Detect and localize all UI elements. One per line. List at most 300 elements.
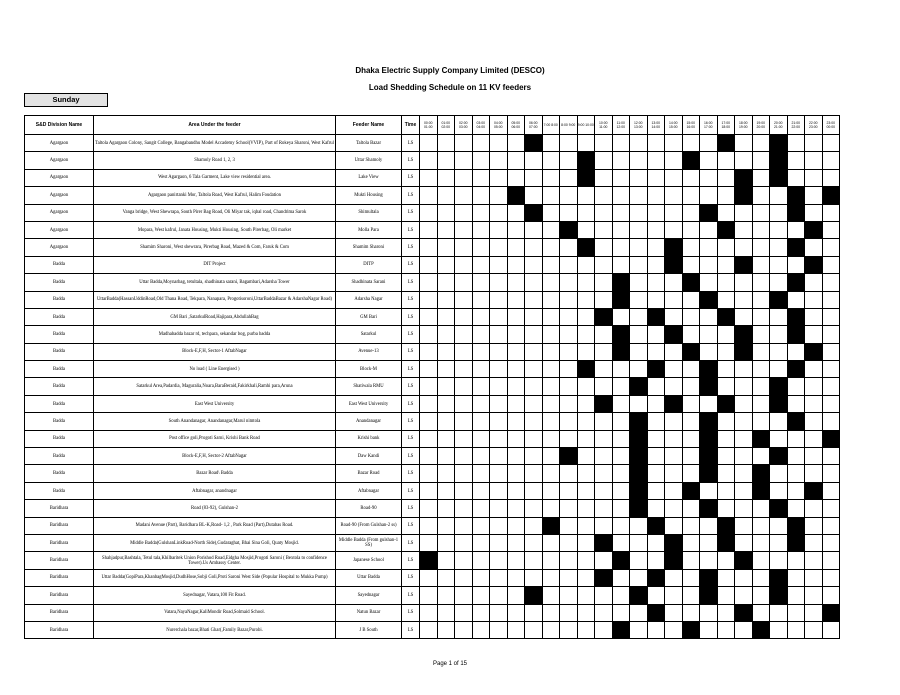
shedding-slot-empty bbox=[595, 256, 613, 273]
shedding-slot-filled bbox=[542, 517, 560, 534]
shedding-slot-empty bbox=[822, 308, 840, 325]
shedding-slot-empty bbox=[787, 587, 805, 604]
area-cell: Sayednagar, Vatara,100 Fit Road. bbox=[94, 587, 336, 604]
shedding-slot-empty bbox=[420, 448, 438, 465]
shedding-slot-empty bbox=[647, 221, 665, 238]
shedding-slot-empty bbox=[717, 448, 735, 465]
shedding-slot-empty bbox=[752, 413, 770, 430]
shedding-slot-empty bbox=[822, 378, 840, 395]
shedding-slot-empty bbox=[770, 413, 788, 430]
shedding-slot-empty bbox=[595, 135, 613, 152]
shedding-slot-empty bbox=[787, 569, 805, 586]
shedding-slot-empty bbox=[822, 256, 840, 273]
time-cell: LS bbox=[402, 587, 420, 604]
shedding-slot-empty bbox=[665, 517, 683, 534]
shedding-slot-filled bbox=[700, 378, 718, 395]
shedding-slot-empty bbox=[577, 326, 595, 343]
shedding-slot-empty bbox=[805, 239, 823, 256]
shedding-slot-empty bbox=[420, 221, 438, 238]
time-cell: LS bbox=[402, 135, 420, 152]
shedding-slot-empty bbox=[682, 517, 700, 534]
shedding-slot-empty bbox=[455, 413, 473, 430]
shedding-slot-empty bbox=[822, 169, 840, 186]
shedding-slot-empty bbox=[577, 187, 595, 204]
shedding-slot-empty bbox=[595, 482, 613, 499]
shedding-slot-empty bbox=[420, 378, 438, 395]
shedding-slot-empty bbox=[542, 604, 560, 621]
shedding-slot-empty bbox=[525, 256, 543, 273]
shedding-slot-empty bbox=[700, 517, 718, 534]
shedding-slot-empty bbox=[752, 239, 770, 256]
shedding-slot-empty bbox=[612, 569, 630, 586]
division-cell: Badda bbox=[25, 395, 94, 412]
area-cell: No load ( Line Energised ) bbox=[94, 361, 336, 378]
shedding-slot-empty bbox=[665, 430, 683, 447]
shedding-slot-empty bbox=[595, 500, 613, 517]
shedding-slot-empty bbox=[490, 604, 508, 621]
shedding-slot-empty bbox=[577, 552, 595, 569]
shedding-slot-empty bbox=[595, 621, 613, 638]
shedding-slot-empty bbox=[577, 430, 595, 447]
table-row bbox=[25, 326, 840, 343]
shedding-slot-filled bbox=[630, 587, 648, 604]
shedding-slot-empty bbox=[752, 274, 770, 291]
time-slot-header: 14:00 15:00 bbox=[665, 116, 683, 135]
shedding-slot-empty bbox=[647, 135, 665, 152]
shedding-slot-empty bbox=[665, 135, 683, 152]
shedding-slot-empty bbox=[700, 482, 718, 499]
shedding-slot-empty bbox=[787, 221, 805, 238]
area-cell: Madhabadda bazar rd, techpara, sekandar bog, purba badda bbox=[94, 326, 336, 343]
shedding-slot-empty bbox=[507, 221, 525, 238]
shedding-slot-empty bbox=[822, 482, 840, 499]
shedding-slot-empty bbox=[787, 395, 805, 412]
time-slot-header: 01:00 02:00 bbox=[437, 116, 455, 135]
shedding-slot-filled bbox=[647, 361, 665, 378]
time-slot-header: 12:00 13:00 bbox=[630, 116, 648, 135]
shedding-slot-empty bbox=[560, 256, 578, 273]
shedding-slot-empty bbox=[805, 291, 823, 308]
table-row bbox=[25, 500, 840, 517]
shedding-slot-empty bbox=[630, 517, 648, 534]
shedding-slot-empty bbox=[507, 326, 525, 343]
shedding-slot-empty bbox=[420, 135, 438, 152]
table-row bbox=[25, 534, 840, 551]
table-row bbox=[25, 621, 840, 638]
shedding-slot-empty bbox=[577, 308, 595, 325]
shedding-slot-empty bbox=[525, 482, 543, 499]
time-slot-header: 00:00 01:00 bbox=[420, 116, 438, 135]
time-cell: LS bbox=[402, 221, 420, 238]
shedding-slot-empty bbox=[665, 204, 683, 221]
shedding-slot-empty bbox=[560, 482, 578, 499]
shedding-slot-empty bbox=[647, 152, 665, 169]
shedding-slot-filled bbox=[682, 621, 700, 638]
time-cell: LS bbox=[402, 291, 420, 308]
shedding-slot-empty bbox=[455, 135, 473, 152]
shedding-slot-filled bbox=[647, 517, 665, 534]
shedding-slot-empty bbox=[472, 517, 490, 534]
shedding-slot-filled bbox=[735, 256, 753, 273]
shedding-slot-filled bbox=[647, 569, 665, 586]
time-slot-header: 13:00 14:00 bbox=[647, 116, 665, 135]
shedding-slot-empty bbox=[805, 604, 823, 621]
shedding-slot-filled bbox=[665, 534, 683, 551]
shedding-slot-empty bbox=[752, 552, 770, 569]
shedding-slot-empty bbox=[682, 291, 700, 308]
shedding-slot-empty bbox=[577, 291, 595, 308]
shedding-slot-empty bbox=[770, 465, 788, 482]
shedding-slot-empty bbox=[420, 482, 438, 499]
time-cell: LS bbox=[402, 621, 420, 638]
shedding-slot-empty bbox=[490, 569, 508, 586]
feeder-cell: Japanese School bbox=[336, 552, 402, 569]
division-cell: Baridhara bbox=[25, 552, 94, 569]
area-cell: Shahjadpur,Bashtala, Tetul tala,Khilbaritek Union Porishod Road,Eidgha Mosjid,Progoti Saroni ( Bextola to confidence Tower).Us Ambassy Center. bbox=[94, 552, 336, 569]
shedding-slot-empty bbox=[472, 204, 490, 221]
shedding-slot-empty bbox=[682, 187, 700, 204]
shedding-slot-empty bbox=[682, 395, 700, 412]
shedding-slot-empty bbox=[507, 169, 525, 186]
shedding-slot-filled bbox=[665, 256, 683, 273]
shedding-slot-empty bbox=[455, 308, 473, 325]
area-cell: Post office goli,Progoti Sarni, Krishi Bank Road bbox=[94, 430, 336, 447]
shedding-slot-empty bbox=[822, 413, 840, 430]
shedding-slot-empty bbox=[577, 378, 595, 395]
shedding-slot-empty bbox=[542, 291, 560, 308]
time-cell: LS bbox=[402, 534, 420, 551]
shedding-slot-filled bbox=[560, 448, 578, 465]
time-slot-header: 23:00 00:00 bbox=[822, 116, 840, 135]
shedding-slot-empty bbox=[420, 152, 438, 169]
shedding-slot-empty bbox=[612, 465, 630, 482]
shedding-slot-empty bbox=[437, 482, 455, 499]
shedding-slot-empty bbox=[717, 274, 735, 291]
shedding-slot-empty bbox=[560, 274, 578, 291]
shedding-slot-empty bbox=[455, 604, 473, 621]
shedding-slot-empty bbox=[700, 343, 718, 360]
time-cell: LS bbox=[402, 395, 420, 412]
division-cell: Agargaon bbox=[25, 239, 94, 256]
shedding-slot-empty bbox=[490, 534, 508, 551]
shedding-slot-empty bbox=[770, 221, 788, 238]
table-row bbox=[25, 430, 840, 447]
shedding-slot-empty bbox=[630, 308, 648, 325]
shedding-slot-empty bbox=[822, 500, 840, 517]
shedding-slot-empty bbox=[752, 256, 770, 273]
shedding-slot-empty bbox=[507, 361, 525, 378]
shedding-slot-empty bbox=[735, 378, 753, 395]
shedding-slot-empty bbox=[525, 378, 543, 395]
area-cell: Nurerchala bazar,Bhati Ghar(,Family Bazar,Purobi. bbox=[94, 621, 336, 638]
shedding-slot-empty bbox=[665, 378, 683, 395]
shedding-slot-empty bbox=[630, 621, 648, 638]
shedding-slot-empty bbox=[525, 343, 543, 360]
shedding-slot-empty bbox=[437, 274, 455, 291]
shedding-slot-empty bbox=[507, 135, 525, 152]
shedding-slot-empty bbox=[577, 448, 595, 465]
shedding-slot-empty bbox=[525, 291, 543, 308]
shedding-slot-empty bbox=[437, 361, 455, 378]
time-cell: LS bbox=[402, 482, 420, 499]
shedding-slot-empty bbox=[682, 204, 700, 221]
shedding-slot-empty bbox=[595, 430, 613, 447]
shedding-slot-empty bbox=[472, 587, 490, 604]
shedding-slot-empty bbox=[507, 430, 525, 447]
shedding-slot-empty bbox=[525, 569, 543, 586]
shedding-slot-empty bbox=[490, 187, 508, 204]
shedding-slot-empty bbox=[647, 291, 665, 308]
shedding-slot-empty bbox=[647, 587, 665, 604]
shedding-slot-empty bbox=[647, 482, 665, 499]
shedding-slot-empty bbox=[525, 274, 543, 291]
shedding-slot-empty bbox=[770, 326, 788, 343]
shedding-slot-empty bbox=[822, 291, 840, 308]
shedding-slot-empty bbox=[420, 587, 438, 604]
shedding-slot-empty bbox=[612, 187, 630, 204]
shedding-slot-empty bbox=[542, 169, 560, 186]
shedding-slot-empty bbox=[455, 465, 473, 482]
shedding-slot-empty bbox=[525, 152, 543, 169]
shedding-slot-filled bbox=[717, 135, 735, 152]
header-row bbox=[25, 116, 840, 135]
table-row bbox=[25, 465, 840, 482]
shedding-slot-empty bbox=[822, 343, 840, 360]
shedding-slot-empty bbox=[437, 152, 455, 169]
shedding-slot-empty bbox=[647, 395, 665, 412]
shedding-slot-filled bbox=[700, 204, 718, 221]
shedding-slot-empty bbox=[525, 187, 543, 204]
shedding-slot-empty bbox=[647, 430, 665, 447]
shedding-slot-empty bbox=[752, 361, 770, 378]
area-cell: Middle Badda(GulshanLinkRoad-North Side),Gudaraghat, Bhai Sina Goli, Quaty Mosjid. bbox=[94, 534, 336, 551]
time-cell: LS bbox=[402, 604, 420, 621]
shedding-slot-empty bbox=[490, 361, 508, 378]
shedding-slot-empty bbox=[507, 204, 525, 221]
shedding-slot-empty bbox=[507, 552, 525, 569]
shedding-slot-empty bbox=[665, 187, 683, 204]
area-cell: Bazar Road\ Badda bbox=[94, 465, 336, 482]
shedding-slot-empty bbox=[630, 604, 648, 621]
shedding-slot-empty bbox=[682, 465, 700, 482]
shedding-slot-filled bbox=[770, 152, 788, 169]
shedding-slot-empty bbox=[630, 169, 648, 186]
shedding-slot-empty bbox=[805, 187, 823, 204]
shedding-slot-empty bbox=[700, 308, 718, 325]
shedding-slot-empty bbox=[752, 569, 770, 586]
shedding-slot-empty bbox=[735, 465, 753, 482]
shedding-slot-empty bbox=[612, 239, 630, 256]
shedding-slot-empty bbox=[770, 430, 788, 447]
shedding-slot-empty bbox=[735, 430, 753, 447]
shedding-slot-empty bbox=[560, 604, 578, 621]
shedding-slot-empty bbox=[542, 587, 560, 604]
shedding-slot-empty bbox=[612, 135, 630, 152]
shedding-slot-empty bbox=[437, 326, 455, 343]
shedding-slot-empty bbox=[507, 291, 525, 308]
shedding-slot-empty bbox=[717, 361, 735, 378]
table-row bbox=[25, 587, 840, 604]
shedding-slot-empty bbox=[490, 274, 508, 291]
table-row bbox=[25, 274, 840, 291]
division-cell: Agargaon bbox=[25, 221, 94, 238]
area-cell: East West University bbox=[94, 395, 336, 412]
shedding-slot-empty bbox=[577, 569, 595, 586]
shedding-slot-empty bbox=[455, 482, 473, 499]
shedding-slot-empty bbox=[507, 308, 525, 325]
shedding-slot-empty bbox=[437, 395, 455, 412]
area-cell: Block-E,F,H, Sector-2 AftabNagar bbox=[94, 448, 336, 465]
shedding-slot-empty bbox=[525, 534, 543, 551]
shedding-slot-empty bbox=[577, 256, 595, 273]
shedding-slot-empty bbox=[752, 308, 770, 325]
shedding-slot-filled bbox=[700, 500, 718, 517]
shedding-slot-empty bbox=[612, 256, 630, 273]
division-cell: Baridhara bbox=[25, 534, 94, 551]
shedding-slot-empty bbox=[560, 135, 578, 152]
shedding-slot-empty bbox=[805, 152, 823, 169]
shedding-slot-empty bbox=[805, 552, 823, 569]
shedding-slot-empty bbox=[700, 135, 718, 152]
shedding-slot-empty bbox=[787, 604, 805, 621]
division-cell: Baridhara bbox=[25, 621, 94, 638]
shedding-slot-empty bbox=[490, 291, 508, 308]
shedding-slot-empty bbox=[560, 204, 578, 221]
shedding-slot-empty bbox=[612, 587, 630, 604]
shedding-slot-empty bbox=[787, 500, 805, 517]
shedding-slot-empty bbox=[595, 465, 613, 482]
table-row bbox=[25, 413, 840, 430]
shedding-slot-empty bbox=[542, 534, 560, 551]
table-row bbox=[25, 169, 840, 186]
shedding-slot-empty bbox=[630, 326, 648, 343]
shedding-slot-empty bbox=[647, 413, 665, 430]
shedding-slot-empty bbox=[472, 169, 490, 186]
shedding-slot-empty bbox=[682, 378, 700, 395]
shedding-slot-filled bbox=[717, 308, 735, 325]
shedding-slot-empty bbox=[717, 152, 735, 169]
shedding-slot-empty bbox=[735, 534, 753, 551]
shedding-slot-empty bbox=[490, 482, 508, 499]
shedding-slot-empty bbox=[595, 221, 613, 238]
shedding-slot-empty bbox=[735, 308, 753, 325]
shedding-slot-empty bbox=[507, 413, 525, 430]
shedding-slot-filled bbox=[630, 378, 648, 395]
shedding-slot-empty bbox=[490, 621, 508, 638]
shedding-slot-empty bbox=[560, 378, 578, 395]
shedding-slot-empty bbox=[630, 256, 648, 273]
feeder-cell: Lake View bbox=[336, 169, 402, 186]
shedding-slot-empty bbox=[542, 500, 560, 517]
shedding-slot-empty bbox=[682, 221, 700, 238]
shedding-slot-empty bbox=[647, 239, 665, 256]
feeder-cell: Krishi bank bbox=[336, 430, 402, 447]
shedding-slot-empty bbox=[490, 239, 508, 256]
time-cell: LS bbox=[402, 274, 420, 291]
shedding-slot-empty bbox=[525, 448, 543, 465]
shedding-slot-empty bbox=[805, 274, 823, 291]
time-slot-header: 03:00 04:00 bbox=[472, 116, 490, 135]
shedding-slot-filled bbox=[577, 169, 595, 186]
shedding-slot-empty bbox=[437, 500, 455, 517]
table-row bbox=[25, 291, 840, 308]
feeder-cell: Shamim Sharoni bbox=[336, 239, 402, 256]
page-footer: Page 1 of 15 bbox=[432, 661, 468, 667]
shedding-slot-empty bbox=[770, 361, 788, 378]
shedding-slot-filled bbox=[752, 621, 770, 638]
shedding-slot-empty bbox=[595, 204, 613, 221]
shedding-slot-empty bbox=[560, 308, 578, 325]
shedding-slot-filled bbox=[630, 448, 648, 465]
shedding-slot-empty bbox=[525, 552, 543, 569]
time-cell: LS bbox=[402, 361, 420, 378]
shedding-slot-empty bbox=[577, 621, 595, 638]
shedding-slot-empty bbox=[682, 256, 700, 273]
shedding-slot-empty bbox=[437, 169, 455, 186]
division-cell: Badda bbox=[25, 256, 94, 273]
shedding-slot-empty bbox=[490, 552, 508, 569]
shedding-slot-filled bbox=[752, 465, 770, 482]
time-slot-header: 21:00 22:00 bbox=[787, 116, 805, 135]
shedding-slot-empty bbox=[752, 587, 770, 604]
shedding-slot-filled bbox=[770, 587, 788, 604]
shedding-slot-empty bbox=[752, 187, 770, 204]
shedding-slot-empty bbox=[630, 135, 648, 152]
shedding-slot-empty bbox=[647, 274, 665, 291]
shedding-slot-empty bbox=[647, 343, 665, 360]
shedding-slot-empty bbox=[577, 482, 595, 499]
shedding-slot-empty bbox=[647, 621, 665, 638]
shedding-slot-empty bbox=[647, 204, 665, 221]
feeder-cell: Uttar Shamoly bbox=[336, 152, 402, 169]
shedding-slot-empty bbox=[420, 621, 438, 638]
feeder-cell: Taltola Bazar bbox=[336, 135, 402, 152]
shedding-slot-empty bbox=[490, 395, 508, 412]
shedding-slot-empty bbox=[822, 448, 840, 465]
shedding-slot-filled bbox=[822, 430, 840, 447]
shedding-slot-filled bbox=[770, 169, 788, 186]
shedding-slot-empty bbox=[787, 256, 805, 273]
feeder-cell: Uttar Badda bbox=[336, 569, 402, 586]
shedding-slot-empty bbox=[770, 256, 788, 273]
shedding-slot-filled bbox=[595, 569, 613, 586]
shedding-slot-filled bbox=[717, 221, 735, 238]
feeder-cell: Road-90 bbox=[336, 500, 402, 517]
shedding-slot-empty bbox=[472, 361, 490, 378]
shedding-slot-empty bbox=[682, 326, 700, 343]
area-cell: DIT Project bbox=[94, 256, 336, 273]
area-cell: Block-E,F,H, Sector-1 AftabNagar bbox=[94, 343, 336, 360]
shedding-slot-empty bbox=[437, 291, 455, 308]
shedding-slot-empty bbox=[735, 587, 753, 604]
division-cell: Badda bbox=[25, 465, 94, 482]
shedding-slot-filled bbox=[735, 169, 753, 186]
shedding-slot-empty bbox=[822, 221, 840, 238]
table-row bbox=[25, 343, 840, 360]
shedding-slot-empty bbox=[647, 448, 665, 465]
shedding-slot-empty bbox=[717, 187, 735, 204]
shedding-slot-empty bbox=[752, 152, 770, 169]
division-cell: Agargaon bbox=[25, 152, 94, 169]
shedding-slot-empty bbox=[717, 239, 735, 256]
time-slot-header: 04:00 05:00 bbox=[490, 116, 508, 135]
shedding-slot-empty bbox=[490, 448, 508, 465]
shedding-slot-empty bbox=[560, 534, 578, 551]
shedding-slot-empty bbox=[630, 274, 648, 291]
shedding-slot-empty bbox=[805, 135, 823, 152]
shedding-slot-empty bbox=[717, 256, 735, 273]
shedding-slot-filled bbox=[770, 378, 788, 395]
